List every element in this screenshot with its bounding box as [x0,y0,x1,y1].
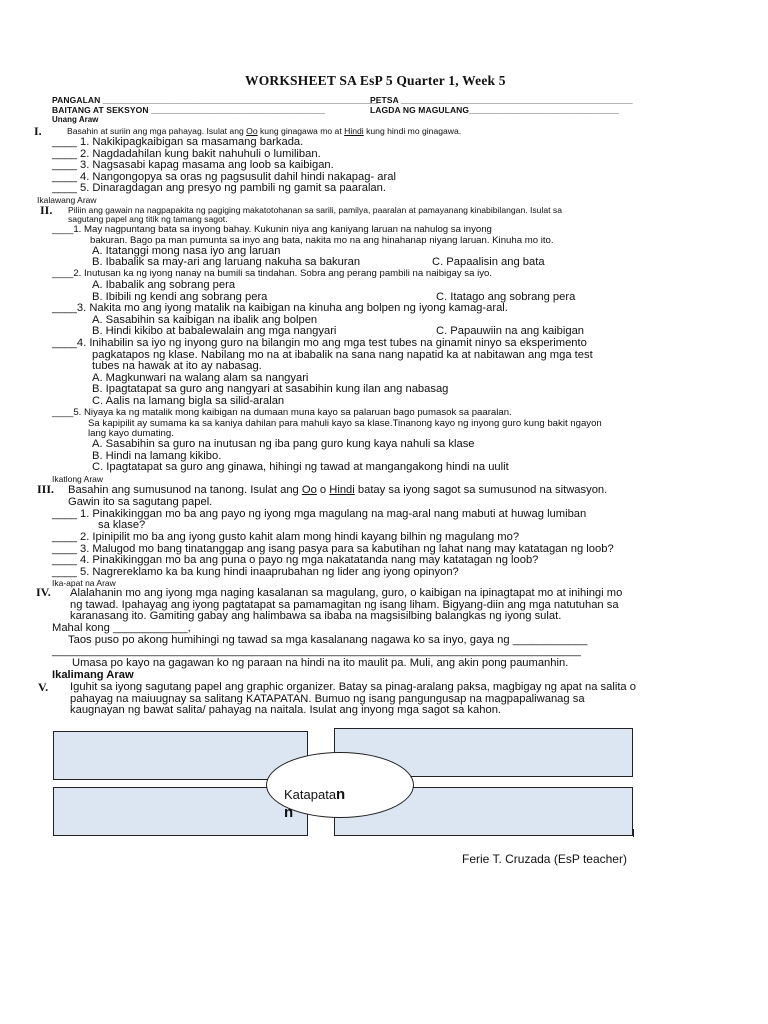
teacher-credit: Ferie T. Cruzada (EsP teacher) [462,852,627,866]
day2-q4-line2: pagkatapos ng klase. Nabilang mo na at ibabalik na sana nang napatid ka at nabitawan ang mga test [92,349,593,361]
day2-q1-line2: bakuran. Bago pa man pumunta sa inyo ang bata, nakita mo na ang hinahanap niyang laruan. Kinuha mo ito. [90,235,554,246]
section-iv-para-1: Alalahanin mo ang iyong mga naging kasalanan sa magulang, guro, o kaibigan na ipinagtapat mo at inihingi mo [70,587,623,599]
day2-label: Ikalawang Araw [37,195,97,205]
day3-q5: ____ 5. Nagrereklamo ka ba kung hindi inaaprubahan ng lider ang iyong opinyon? [52,566,459,578]
day1-item-2: ____ 2. Nagdadahilan kung bakit nahuhuli o lumiliban. [52,148,321,160]
day3-q1-line1: ____ 1. Pinakikinggan mo ba ang payo ng iyong mga magulang na mag-aral nang mabuti at huwag lumiban [52,508,587,520]
day1-item-4: ____ 4. Nangongopya sa oras ng pagsusulit dahil hindi nakapag- aral [52,171,396,183]
section-iv-para-2: ng tawad. Ipahayag ang iyong pagtatapat sa pamamagitan ng isang liham. Bigyang-diin ang mga natutuhan sa [70,599,619,611]
day2-q5-choice-c: C. Ipagtatapat sa guro ang ginawa, hihingi ng tawad at mangangakong hindi na uulit [92,461,509,473]
day2-q5-choice-a: A. Sasabihin sa guro na inutusan ng iba pang guro kung kaya nahuli sa klase [92,438,475,450]
day2-q1-choice-b: B. Ibabalik sa may-ari ang laruang nakuha sa bakuran [92,256,361,268]
organizer-center-word: Katapatan n [284,786,346,821]
worksheet-title: WORKSHEET SA EsP 5 Quarter 1, Week 5 [245,73,506,88]
day5-label: Ikalimang Araw [52,669,134,681]
day2-q4-line3: tubes na hawak at ito ay nabasag. [92,360,262,372]
organizer-edge-mark [633,829,634,837]
letter-salutation: Mahal kong ____________, [52,622,191,634]
day2-q4-line1: ____4. Inihabilin sa iyo ng inyong guro na bilangin mo ang mga test tubes na ginamit ninyo sa eksperimento [52,337,587,349]
day2-q5-choice-b: B. Hindi na lamang kikibo. [92,450,222,462]
section-iv-numeral: IV. [36,585,51,599]
section-ii-instructions-1: Piliin ang gawain na nagpapakita ng pagiging makatotohanan sa sarili, pamilya, paaralan at pamayanang kinabibilangan. Isulat sa [68,205,562,215]
section-v-para-3: kaugnayan ng bawat salita/ pahayag na naitala. Isulat ang inyong mga sagot sa kahon. [70,704,502,716]
section-v-numeral: V. [38,680,49,694]
day2-q5-line1: ____5. Niyaya ka ng matalik mong kaibigan na dumaan muna kayo sa palaruan bago pumasok sa paaralan. [52,407,512,418]
section-i-numeral: I. [34,124,42,138]
section-i-instructions: Basahin at suriin ang mga pahayag. Isulat ang Oo kung ginagawa mo at Hindi kung hindi mo ginagawa. [67,126,462,136]
day2-q2: ____2. Inutusan ka ng iyong nanay na bumili sa tindahan. Sobra ang perang pambili na naibigay sa iyo. [52,268,493,279]
day2-q4-choice-b: B. Ipagtatapat sa guro ang nangyari at sasabihin kung ilan ang nabasag [92,383,449,395]
day1-item-5: ____ 5. Dinaragdagan ang presyo ng pambili ng gamit sa paaralan. [52,182,386,194]
day2-q3-choice-b: B. Hindi kikibo at babalewalain ang mga nangyari [92,325,337,337]
day3-q3: ____ 3. Malugod mo bang tinatanggap ang isang pasya para sa kabutihan ng lahat nang may katatagan ng loob? [52,543,614,555]
day2-q3-choice-a: A. Sasabihin sa kaibigan na ibalik ang bolpen [92,314,318,326]
day3-label: Ikatlong Araw [52,474,104,484]
section-ii-numeral: II. [40,203,53,217]
day3-q2: ____ 2. Ipinipilit mo ba ang iyong gusto kahit alam mong hindi kayang bilhin ng magulang mo? [52,531,520,543]
day3-q4: ____ 4. Pinakikinggan mo ba ang puna o payo ng mga nakatatanda nang may katatagan ng loob? [52,554,539,566]
letter-line-2: _____________________________________________________________________________________ [52,645,581,657]
date-field[interactable]: PETSA ________________________________________________ [370,95,633,105]
day2-q2-choice-b: B. Ibibili ng kendi ang sobrang pera [92,291,268,303]
day2-q4-choice-a: A. Magkunwari na walang alam sa nangyari [92,372,309,384]
day1-item-3: ____ 3. Nagsasabi kapag masama ang loob sa kaibigan. [52,159,334,171]
day2-q3: ____3. Nakita mo ang iyong matalik na kaibigan na kinuha ang bolpen ng iyong kamag-aral. [52,302,508,314]
day4-label: Ika-apat na Araw [52,578,116,588]
day2-q1-choice-a: A. Itatanggi mong nasa iyo ang laruan [92,245,281,257]
section-iii-instructions-2: Gawin ito sa sagutang papel. [68,496,213,508]
day2-q1-choice-c: C. Papaalisin ang bata [432,256,545,268]
parent-signature-field[interactable]: LAGDA NG MAGULANG_______________________________ [370,105,619,115]
day1-label: Unang Araw [52,115,99,124]
section-iii-instructions-1: Basahin ang sumusunod na tanong. Isulat ang Oo o Hindi batay sa iyong sagot sa sumusunod na sitwasyon. [68,484,608,496]
day2-q2-choice-a: A. Ibabalik ang sobrang pera [92,279,236,291]
day2-q1-line1: ____1. May nagpuntang bata sa inyong bahay. Kukunin niya ang kaniyang laruan na nahulog sa inyong [52,224,492,235]
section-v-para-1: Iguhit sa iyong sagutang papel ang graphic organizer. Batay sa pinag-aralang paksa, magbigay ng apat na salita o [70,681,636,693]
section-ii-instructions-2: sagutang papel ang titik ng tamang sagot. [68,214,228,224]
day1-item-1: ____ 1. Nakikipagkaibigan sa masamang barkada. [52,136,304,148]
section-iii-numeral: III. [37,482,55,496]
name-field[interactable]: PANGALAN _________________________________________________________ [52,95,378,105]
letter-line-3: Umasa po kayo na gagawan ko ng paraan na hindi na ito maulit pa. Muli, ang akin pong paumanhin. [72,657,569,669]
day2-q5-line3: lang kayo dumating. [88,428,174,439]
day2-q4-choice-c: C. Aalis na lamang bigla sa silid-aralan [92,395,285,407]
day3-q1-line2: sa klase? [98,519,146,531]
grade-section-field[interactable]: BAITANG AT SEKSYON ____________________________________ [52,105,325,115]
section-iv-para-3: karanasang ito. Gamiting gabay ang halimbawa sa ibaba na magsisilbing balangkas ng iyong sulat. [70,610,562,622]
day2-q5-line2: Sa kapipilit ay sumama ka sa kaniya dahilan para mahuli kayo sa klase.Tinanong kayo ng inyong guro kung bakit ngayon [88,418,602,429]
day2-q3-choice-c: C. Papauwiin na ang kaibigan [436,325,585,337]
section-v-para-2: pahayag na maiuugnay sa salitang KATAPATAN. Bumuo ng isang pangungusap na magpapaliwanag sa [70,693,585,705]
letter-line-1: Taos puso po akong humihingi ng tawad sa mga kasalanang nagawa ko sa inyo, gaya ng ____________ [68,634,588,646]
day2-q2-choice-c: C. Itatago ang sobrang pera [436,291,576,303]
